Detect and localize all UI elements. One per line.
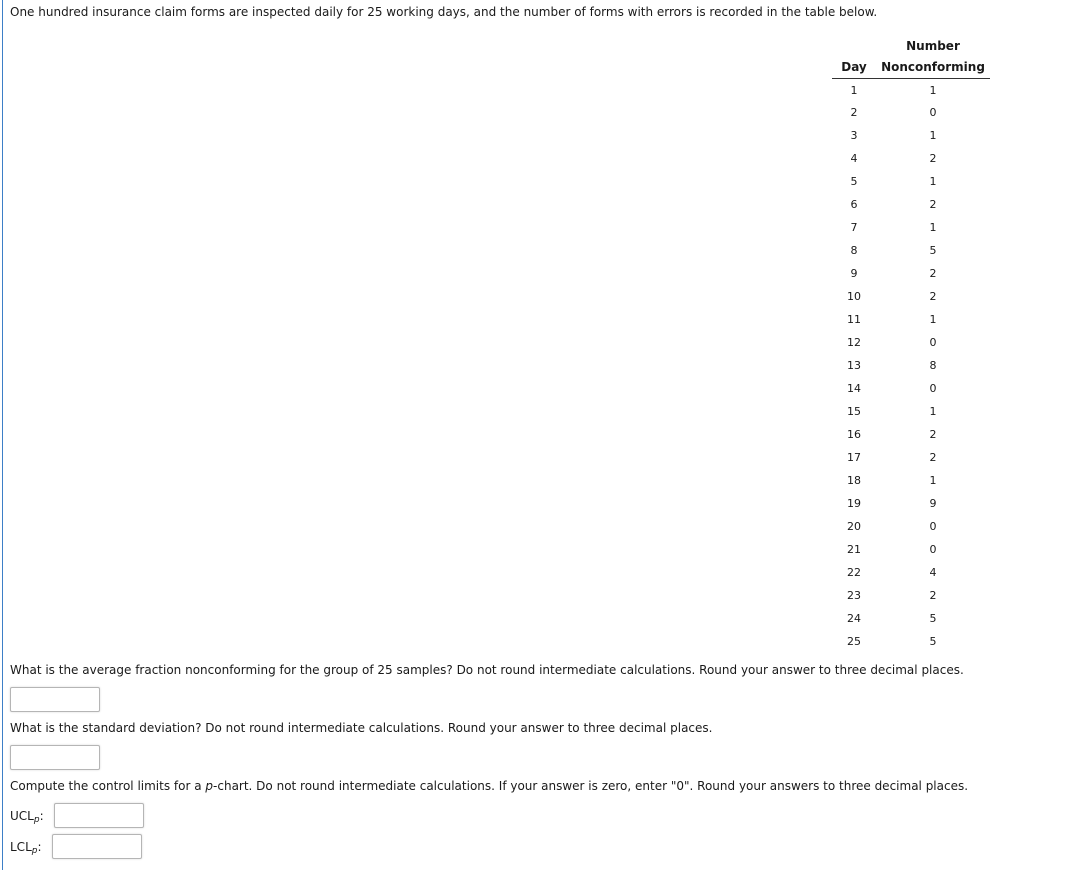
- question-average-fraction: What is the average fraction nonconforming for the group of 25 samples? Do not round intermediate calculations. Round your answer to three decimal places.: [10, 663, 964, 677]
- cell-day: 2: [850, 106, 858, 119]
- cell-nonconforming: 5: [929, 635, 937, 648]
- problem-intro: One hundred insurance claim forms are inspected daily for 25 working days, and the number of forms with errors is recorded in the table below.: [10, 5, 878, 19]
- table-row: [832, 377, 990, 400]
- lcl-label-sub: p: [31, 846, 38, 856]
- cell-day: 17: [847, 451, 861, 464]
- table-row: [832, 423, 990, 446]
- cell-nonconforming: 9: [929, 497, 937, 510]
- cell-day: 24: [847, 612, 861, 625]
- standard-deviation-input[interactable]: [10, 745, 100, 770]
- cell-day: 25: [847, 635, 861, 648]
- cell-nonconforming: 1: [929, 83, 937, 97]
- table-row: [832, 170, 990, 193]
- table-row: [832, 538, 990, 561]
- table-row: [832, 492, 990, 515]
- cell-day: 1: [850, 83, 858, 97]
- table-row: [832, 308, 990, 331]
- cell-day: 5: [850, 175, 858, 188]
- header-day: Day: [832, 57, 876, 79]
- cell-nonconforming: 2: [929, 290, 937, 303]
- table-row: [832, 147, 990, 170]
- question-control-limits-text-2: -chart. Do not round intermediate calculations. If your answer is zero, enter "0". Round your answers to three decimal places.: [213, 779, 969, 793]
- cell-nonconforming: 2: [929, 198, 937, 211]
- ucl-label-colon: :: [39, 809, 44, 823]
- cell-nonconforming: 4: [929, 566, 937, 579]
- cell-day: 18: [847, 474, 861, 487]
- cell-day: 19: [847, 497, 861, 510]
- cell-day: 16: [847, 428, 861, 441]
- cell-nonconforming: 0: [929, 520, 937, 533]
- table-row: [832, 584, 990, 607]
- table-row: [832, 354, 990, 377]
- cell-day: 23: [847, 589, 861, 602]
- ucl-input[interactable]: [54, 803, 144, 828]
- cell-day: 10: [847, 290, 861, 303]
- cell-nonconforming: 1: [929, 221, 937, 234]
- ucl-label-main: UCL: [10, 809, 34, 823]
- cell-nonconforming: 0: [929, 336, 937, 349]
- cell-nonconforming: 5: [929, 244, 937, 257]
- cell-nonconforming: 1: [929, 405, 937, 418]
- cell-nonconforming: 2: [929, 451, 937, 464]
- table-row: [832, 561, 990, 584]
- ucl-label-sub: p: [33, 815, 40, 825]
- header-day-spacer: [832, 36, 876, 57]
- cell-day: 14: [847, 382, 861, 395]
- lcl-label-colon: :: [37, 840, 42, 854]
- cell-day: 22: [847, 566, 861, 579]
- table-row: [832, 285, 990, 308]
- cell-day: 8: [850, 244, 858, 257]
- table-row: [832, 607, 990, 630]
- table-body: [832, 79, 990, 654]
- table-row: [832, 216, 990, 239]
- lcl-label: [10, 839, 42, 859]
- cell-nonconforming: 2: [929, 152, 937, 165]
- cell-nonconforming: 5: [929, 612, 937, 625]
- question-standard-deviation: What is the standard deviation? Do not round intermediate calculations. Round your answer to three decimal places.: [10, 721, 713, 735]
- cell-nonconforming: 1: [929, 313, 937, 326]
- table-row: [832, 239, 990, 262]
- cell-day: 13: [847, 359, 861, 372]
- cell-nonconforming: 2: [929, 428, 937, 441]
- left-border-rule: [2, 0, 3, 870]
- ucl-label: [10, 808, 44, 828]
- question-control-limits-text-1: Compute the control limits for a: [10, 779, 206, 793]
- question-control-limits-p: p: [205, 779, 214, 793]
- lcl-label-main: LCL: [10, 840, 32, 854]
- cell-nonconforming: 1: [929, 175, 937, 188]
- table-row: [832, 331, 990, 354]
- table-row: [832, 446, 990, 469]
- cell-nonconforming: 2: [929, 267, 937, 280]
- lcl-input[interactable]: [52, 834, 142, 859]
- cell-nonconforming: 0: [929, 106, 937, 119]
- header-number: Number: [906, 39, 960, 53]
- table-row: [832, 515, 990, 538]
- cell-nonconforming: 0: [929, 543, 937, 556]
- table-row: [832, 262, 990, 285]
- cell-nonconforming: 8: [929, 359, 937, 372]
- table-row: [832, 469, 990, 492]
- table-row: [832, 400, 990, 423]
- cell-day: 20: [847, 520, 861, 533]
- claims-data-table: [832, 36, 990, 653]
- cell-nonconforming: 1: [929, 474, 937, 487]
- table-row: [832, 630, 990, 653]
- header-nonconforming: Nonconforming: [876, 57, 990, 79]
- cell-day: 9: [850, 267, 858, 280]
- cell-nonconforming: 2: [929, 589, 937, 602]
- table-row: [832, 124, 990, 147]
- cell-day: 3: [850, 129, 858, 142]
- cell-day: 6: [850, 198, 858, 211]
- table-row: [832, 101, 990, 124]
- question-control-limits: [10, 778, 968, 794]
- cell-day: 7: [850, 221, 858, 234]
- cell-day: 12: [847, 336, 861, 349]
- table-row: [832, 79, 990, 102]
- cell-day: 15: [847, 405, 861, 418]
- cell-day: 21: [847, 543, 861, 556]
- table-row: [832, 193, 990, 216]
- cell-day: 11: [847, 313, 861, 326]
- cell-nonconforming: 0: [929, 382, 937, 395]
- cell-nonconforming: 1: [929, 129, 937, 142]
- cell-day: 4: [850, 152, 858, 165]
- average-fraction-input[interactable]: [10, 687, 100, 712]
